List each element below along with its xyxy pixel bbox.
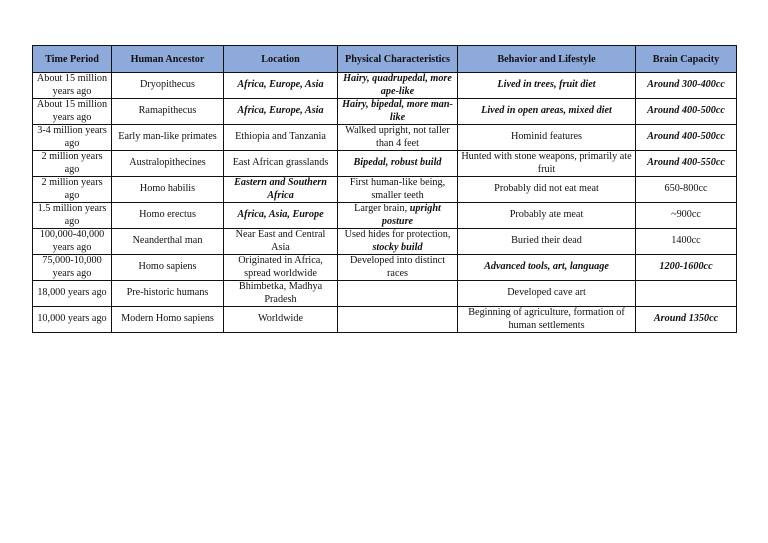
- table-row: [33, 229, 737, 255]
- cell-behavior: Advanced tools, art, language: [458, 255, 636, 281]
- cell-location: Africa, Europe, Asia: [224, 73, 338, 99]
- cell-location: Africa, Europe, Asia: [224, 99, 338, 125]
- table-row: [33, 307, 737, 333]
- table-row: [33, 255, 737, 281]
- cell-time: 3-4 million years ago: [33, 125, 112, 151]
- cell-location: Originated in Africa, spread worldwide: [224, 255, 338, 281]
- cell-time: 10,000 years ago: [33, 307, 112, 333]
- cell-ancestor: Early man-like primates: [112, 125, 224, 151]
- cell-physical: First human-like being, smaller teeth: [338, 177, 458, 203]
- cell-time: 2 million years ago: [33, 177, 112, 203]
- table-row: [33, 281, 737, 307]
- cell-time: 18,000 years ago: [33, 281, 112, 307]
- cell-physical: Walked upright, not taller than 4 feet: [338, 125, 458, 151]
- cell-physical: [338, 281, 458, 307]
- cell-ancestor: Ramapithecus: [112, 99, 224, 125]
- cell-brain: 1200-1600cc: [636, 255, 737, 281]
- cell-location: Bhimbetka, Madhya Pradesh: [224, 281, 338, 307]
- table-row: [33, 203, 737, 229]
- cell-time: About 15 million years ago: [33, 99, 112, 125]
- cell-brain: Around 400-500cc: [636, 99, 737, 125]
- cell-behavior: Buried their dead: [458, 229, 636, 255]
- cell-physical: [338, 229, 458, 255]
- table-row: [33, 177, 737, 203]
- header-physical-characteristics: Physical Characteristics: [338, 46, 458, 73]
- cell-behavior: Probably did not eat meat: [458, 177, 636, 203]
- physical-text-emphasis: upright posture: [381, 203, 441, 227]
- cell-time: About 15 million years ago: [33, 73, 112, 99]
- cell-behavior: Lived in open areas, mixed diet: [458, 99, 636, 125]
- cell-location: Eastern and Southern Africa: [224, 177, 338, 203]
- cell-ancestor: Dryopithecus: [112, 73, 224, 99]
- cell-ancestor: Modern Homo sapiens: [112, 307, 224, 333]
- cell-location: Ethiopia and Tanzania: [224, 125, 338, 151]
- header-behavior-lifestyle: Behavior and Lifestyle: [458, 46, 636, 73]
- cell-ancestor: Homo sapiens: [112, 255, 224, 281]
- cell-behavior: Lived in trees, fruit diet: [458, 73, 636, 99]
- cell-location: Near East and Central Asia: [224, 229, 338, 255]
- cell-brain: 1400cc: [636, 229, 737, 255]
- header-time-period: Time Period: [33, 46, 112, 73]
- cell-physical: [338, 307, 458, 333]
- cell-physical: Hairy, bipedal, more man-like: [338, 99, 458, 125]
- cell-time: 75,000-10,000 years ago: [33, 255, 112, 281]
- cell-physical: Hairy, quadrupedal, more ape-like: [338, 73, 458, 99]
- cell-ancestor: Pre-historic humans: [112, 281, 224, 307]
- cell-brain: Around 400-550cc: [636, 151, 737, 177]
- header-brain-capacity: Brain Capacity: [636, 46, 737, 73]
- cell-time: 100,000-40,000 years ago: [33, 229, 112, 255]
- cell-brain: Around 400-500cc: [636, 125, 737, 151]
- cell-time: 2 million years ago: [33, 151, 112, 177]
- cell-brain: Around 300-400cc: [636, 73, 737, 99]
- cell-brain: ~900cc: [636, 203, 737, 229]
- cell-behavior: Beginning of agriculture, formation of human settlements: [458, 307, 636, 333]
- cell-brain: [636, 281, 737, 307]
- cell-behavior: Probably ate meat: [458, 203, 636, 229]
- physical-text: Larger brain,: [354, 203, 410, 214]
- header-human-ancestor: Human Ancestor: [112, 46, 224, 73]
- table-row: [33, 73, 737, 99]
- cell-ancestor: Australopithecines: [112, 151, 224, 177]
- table-row: [33, 125, 737, 151]
- header-row: [33, 46, 737, 73]
- cell-time: 1.5 million years ago: [33, 203, 112, 229]
- table-row: [33, 99, 737, 125]
- cell-behavior: Hominid features: [458, 125, 636, 151]
- physical-text: Used hides for protection,: [344, 229, 451, 240]
- cell-location: East African grasslands: [224, 151, 338, 177]
- table-row: [33, 151, 737, 177]
- cell-ancestor: Homo habilis: [112, 177, 224, 203]
- human-evolution-table: [32, 45, 737, 333]
- cell-ancestor: Neanderthal man: [112, 229, 224, 255]
- cell-location: Worldwide: [224, 307, 338, 333]
- cell-behavior: Hunted with stone weapons, primarily ate fruit: [458, 151, 636, 177]
- cell-brain: Around 1350cc: [636, 307, 737, 333]
- cell-location: Africa, Asia, Europe: [224, 203, 338, 229]
- cell-physical: Developed into distinct races: [338, 255, 458, 281]
- cell-brain: 650-800cc: [636, 177, 737, 203]
- header-location: Location: [224, 46, 338, 73]
- cell-physical: [338, 203, 458, 229]
- cell-ancestor: Homo erectus: [112, 203, 224, 229]
- physical-text-emphasis: stocky build: [372, 241, 423, 253]
- cell-physical: Bipedal, robust build: [338, 151, 458, 177]
- cell-behavior: Developed cave art: [458, 281, 636, 307]
